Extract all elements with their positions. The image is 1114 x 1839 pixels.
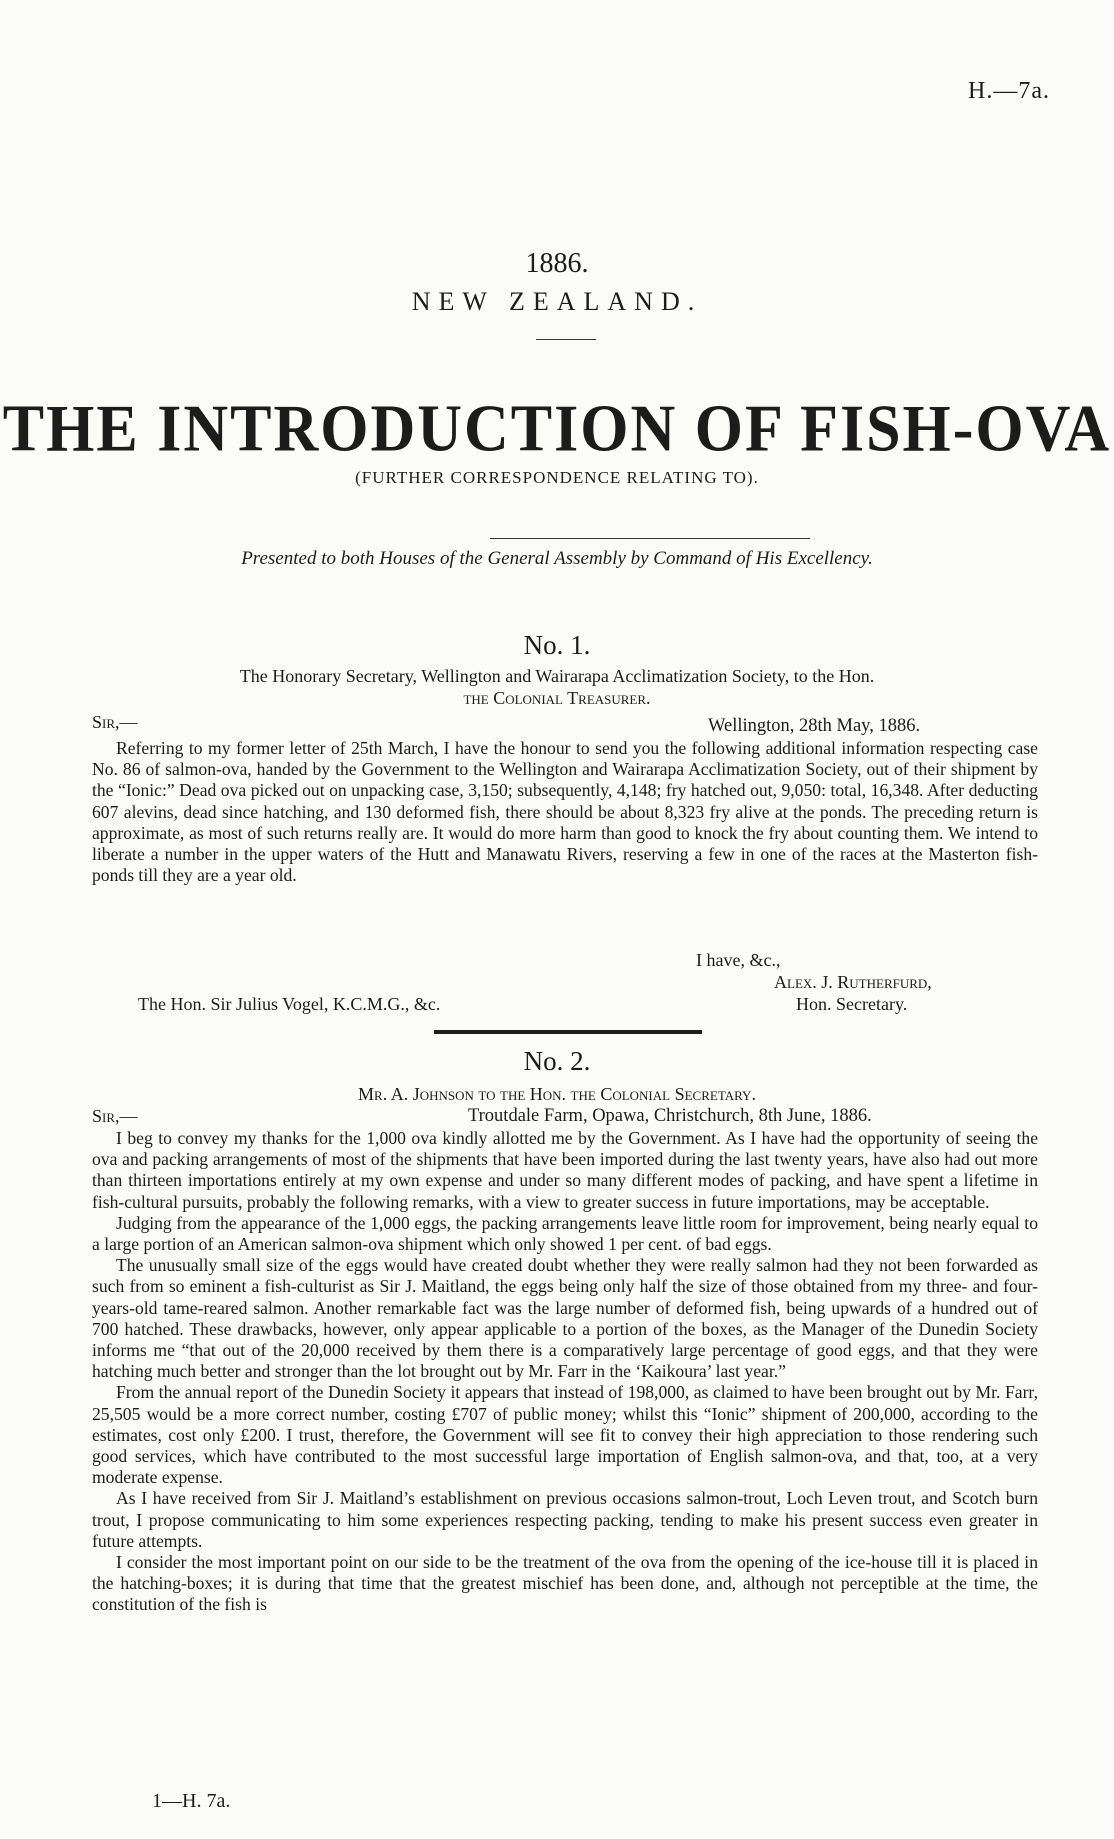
- letter-1-signature-title: Hon. Secretary.: [796, 994, 908, 1014]
- letter-2-number: No. 2.: [523, 1046, 591, 1076]
- country: NEW ZEALAND.: [411, 287, 703, 316]
- letter-1-heading-line-1: The Honorary Secretary, Wellington and Wairarapa Acclimatization Society, to the Hon.: [239, 666, 875, 686]
- letter-1-heading-line-2: the Colonial Treasurer.: [463, 688, 651, 708]
- page-number: 1—H. 7a.: [152, 1790, 231, 1812]
- letter-2-body: [92, 1128, 1038, 1616]
- section-divider: [434, 1030, 702, 1034]
- paragraph: I consider the most important point on our side to be the treatment of the ova from the opening of the ice-house till it is placed in the hatching-boxes; it is during that time that the greatest mischief has been done, and, although not perceptible at the time, the constitution of the fish is: [92, 1552, 1038, 1615]
- letter-2-salutation: Sir,—: [92, 1106, 138, 1126]
- letter-2-place-date: Troutdale Farm, Opawa, Christchurch, 8th June, 1886.: [468, 1106, 872, 1126]
- paragraph: I beg to convey my thanks for the 1,000 ova kindly allotted me by the Government. As I have had the opportunity of seeing the ova and packing arrangements of most of the shipments that have been imported during the last twenty years, have also had out more than thirteen importations entirely at my own expense and under so many different modes of packing, and have spent a lifetime in fish-cultural pursuits, probably the following remarks, with a view to greater success in future importations, may be acceptable.: [92, 1128, 1038, 1212]
- year: 1886.: [525, 248, 589, 279]
- paragraph: The unusually small size of the eggs would have created doubt whether they were really salmon had they not been forwarded as such from so eminent a fish-culturist as Sir J. Maitland, the eggs being only half the size of those obtained from my three- and four-years-old tame-reared salmon. Another remarkable fact was the large number of deformed fish, being upwards of a hundred out of 700 hatched. These drawbacks, however, only appear applicable to a portion of the boxes, as the Manager of the Dunedin Society informs me “that out of the 20,000 received by them there is a comparatively large percentage of good eggs, and that they were hatching much better and stronger than the lot brought out by Mr. Farr in the ‘Kaikoura’ last year.”: [92, 1255, 1038, 1382]
- document-subtitle: (FURTHER CORRESPONDENCE RELATING TO).: [355, 468, 759, 487]
- divider: [490, 538, 810, 539]
- letter-1-closing: I have, &c.,: [696, 950, 781, 970]
- letter-1-number: No. 1.: [523, 630, 591, 660]
- paragraph: Judging from the appearance of the 1,000 eggs, the packing arrangements leave little room for improvement, being nearly equal to a large portion of an American salmon-ova shipment which only showed 1 per cent. of bad eggs.: [92, 1212, 1038, 1255]
- letter-1-salutation: Sir,—: [92, 712, 138, 732]
- presentation-note: Presented to both Houses of the General Assembly by Command of His Excellency.: [241, 548, 873, 569]
- short-divider: [536, 339, 596, 340]
- paragraph: From the annual report of the Dunedin Society it appears that instead of 198,000, as claimed to have been brought out by Mr. Farr, 25,505 would be a more correct number, costing £707 of public money; whilst this “Ionic” shipment of 200,000, according to the estimates, cost only £200. I trust, therefore, the Government will see fit to convey their high appreciation to those rendering such good services, which have contributed to the most successful large importation of English salmon-ova, and that, too, at a very moderate expense.: [92, 1382, 1038, 1488]
- letter-1-body: [92, 738, 1038, 886]
- page-reference: H.—7a.: [968, 78, 1050, 104]
- letter-2-heading: Mr. A. Johnson to the Hon. the Colonial Secretary.: [358, 1084, 756, 1104]
- paragraph: As I have received from Sir J. Maitland’s establishment on previous occasions salmon-trout, Loch Leven trout, and Scotch burn trout, I propose communicating to him some experiences respecting packing, tending to make his present success even greater in future attempts.: [92, 1488, 1038, 1551]
- letter-1-place-date: Wellington, 28th May, 1886.: [708, 716, 921, 736]
- letter-1-addressee: The Hon. Sir Julius Vogel, K.C.M.G., &c.: [138, 994, 441, 1014]
- letter-1-signature: Alex. J. Rutherfurd,: [774, 972, 932, 992]
- document-title: THE INTRODUCTION OF FISH-OVA: [2, 392, 1112, 466]
- paragraph: Referring to my former letter of 25th March, I have the honour to send you the following additional information respecting case No. 86 of salmon-ova, handed by the Government to the Wellington and Wairarapa Acclimatization Society, out of their shipment by the “Ionic:” Dead ova picked out on unpacking case, 3,150; subsequently, 4,148; fry hatched out, 9,050: total, 16,348. After deducting 607 alevins, dead since hatching, and 130 deformed fish, there should be about 8,323 fry alive at the ponds. The preceding return is approximate, as most of such returns really are. It would do more harm than good to knock the fry about counting them. We intend to liberate a number in the upper waters of the Hutt and Manawatu Rivers, reserving a few in one of the races at the Masterton fish-ponds till they are a year old.: [92, 738, 1038, 886]
